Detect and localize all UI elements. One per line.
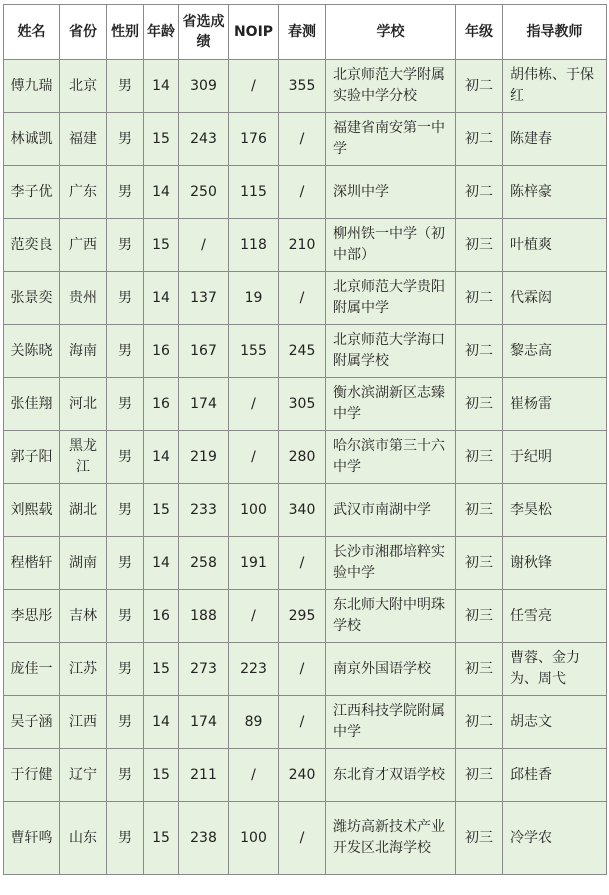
teacher-cell: 李昊松 bbox=[503, 484, 607, 537]
provincial-score-cell: / bbox=[179, 219, 229, 272]
grade-cell: 初二 bbox=[456, 166, 503, 219]
table-row bbox=[4, 484, 607, 537]
noip-cell: 89 bbox=[229, 696, 279, 749]
gender-cell: 男 bbox=[107, 484, 144, 537]
header-age: 年龄 bbox=[144, 5, 179, 60]
teacher-cell: 曹蓉、金力为、周弋 bbox=[503, 643, 607, 696]
age-cell: 14 bbox=[144, 537, 179, 590]
spring-test-cell: 210 bbox=[279, 219, 326, 272]
spring-test-cell: 295 bbox=[279, 590, 326, 643]
contestant-table bbox=[3, 4, 607, 875]
gender-cell: 男 bbox=[107, 113, 144, 166]
age-cell: 15 bbox=[144, 643, 179, 696]
table-row bbox=[4, 802, 607, 875]
table-row bbox=[4, 166, 607, 219]
spring-test-cell: / bbox=[279, 643, 326, 696]
province-cell: 贵州 bbox=[60, 272, 107, 325]
age-cell: 14 bbox=[144, 60, 179, 113]
province-cell: 广西 bbox=[60, 219, 107, 272]
noip-cell: 100 bbox=[229, 484, 279, 537]
age-cell: 16 bbox=[144, 590, 179, 643]
noip-cell: / bbox=[229, 749, 279, 802]
teacher-cell: 于纪明 bbox=[503, 431, 607, 484]
header-noip: NOIP bbox=[229, 5, 279, 60]
name-cell: 李思彤 bbox=[4, 590, 60, 643]
table-row bbox=[4, 113, 607, 166]
province-cell: 山东 bbox=[60, 802, 107, 875]
header-spring-test: 春测 bbox=[279, 5, 326, 60]
header-provincial-score: 省选成绩 bbox=[179, 5, 229, 60]
school-cell: 柳州铁一中学（初中部） bbox=[326, 219, 456, 272]
school-cell: 南京外国语学校 bbox=[326, 643, 456, 696]
age-cell: 15 bbox=[144, 113, 179, 166]
spring-test-cell: 340 bbox=[279, 484, 326, 537]
school-cell: 北京师范大学贵阳附属中学 bbox=[326, 272, 456, 325]
table-header bbox=[4, 5, 607, 60]
spring-test-cell: / bbox=[279, 802, 326, 875]
spring-test-cell: 245 bbox=[279, 325, 326, 378]
gender-cell: 男 bbox=[107, 219, 144, 272]
spring-test-cell: 355 bbox=[279, 60, 326, 113]
grade-cell: 初二 bbox=[456, 113, 503, 166]
province-cell: 北京 bbox=[60, 60, 107, 113]
teacher-cell: 胡伟栋、于保红 bbox=[503, 60, 607, 113]
provincial-score-cell: 243 bbox=[179, 113, 229, 166]
school-cell: 东北师大附中明珠学校 bbox=[326, 590, 456, 643]
province-cell: 河北 bbox=[60, 378, 107, 431]
gender-cell: 男 bbox=[107, 378, 144, 431]
school-cell: 衡水滨湖新区志臻中学 bbox=[326, 378, 456, 431]
spring-test-cell: / bbox=[279, 537, 326, 590]
province-cell: 吉林 bbox=[60, 590, 107, 643]
grade-cell: 初三 bbox=[456, 537, 503, 590]
teacher-cell: 胡志文 bbox=[503, 696, 607, 749]
provincial-score-cell: 219 bbox=[179, 431, 229, 484]
province-cell: 海南 bbox=[60, 325, 107, 378]
spring-test-cell: 305 bbox=[279, 378, 326, 431]
provincial-score-cell: 273 bbox=[179, 643, 229, 696]
noip-cell: 100 bbox=[229, 802, 279, 875]
name-cell: 吴子涵 bbox=[4, 696, 60, 749]
school-cell: 福建省南安第一中学 bbox=[326, 113, 456, 166]
header-province: 省份 bbox=[60, 5, 107, 60]
table-row bbox=[4, 749, 607, 802]
provincial-score-cell: 309 bbox=[179, 60, 229, 113]
provincial-score-cell: 167 bbox=[179, 325, 229, 378]
teacher-cell: 叶植爽 bbox=[503, 219, 607, 272]
name-cell: 傅九瑞 bbox=[4, 60, 60, 113]
gender-cell: 男 bbox=[107, 272, 144, 325]
grade-cell: 初三 bbox=[456, 219, 503, 272]
school-cell: 江西科技学院附属中学 bbox=[326, 696, 456, 749]
name-cell: 林诚凯 bbox=[4, 113, 60, 166]
grade-cell: 初二 bbox=[456, 272, 503, 325]
school-cell: 潍坊高新技术产业开发区北海学校 bbox=[326, 802, 456, 875]
spring-test-cell: 280 bbox=[279, 431, 326, 484]
grade-cell: 初三 bbox=[456, 484, 503, 537]
gender-cell: 男 bbox=[107, 60, 144, 113]
name-cell: 曹轩鸣 bbox=[4, 802, 60, 875]
name-cell: 关陈晓 bbox=[4, 325, 60, 378]
table-row bbox=[4, 590, 607, 643]
provincial-score-cell: 238 bbox=[179, 802, 229, 875]
province-cell: 广东 bbox=[60, 166, 107, 219]
name-cell: 张佳翔 bbox=[4, 378, 60, 431]
noip-cell: 118 bbox=[229, 219, 279, 272]
province-cell: 辽宁 bbox=[60, 749, 107, 802]
name-cell: 于行健 bbox=[4, 749, 60, 802]
age-cell: 16 bbox=[144, 378, 179, 431]
age-cell: 15 bbox=[144, 802, 179, 875]
teacher-cell: 黎志高 bbox=[503, 325, 607, 378]
table-row bbox=[4, 537, 607, 590]
province-cell: 福建 bbox=[60, 113, 107, 166]
provincial-score-cell: 188 bbox=[179, 590, 229, 643]
province-cell: 湖南 bbox=[60, 537, 107, 590]
teacher-cell: 陈梓豪 bbox=[503, 166, 607, 219]
gender-cell: 男 bbox=[107, 166, 144, 219]
name-cell: 郭子阳 bbox=[4, 431, 60, 484]
provincial-score-cell: 174 bbox=[179, 378, 229, 431]
gender-cell: 男 bbox=[107, 431, 144, 484]
age-cell: 14 bbox=[144, 696, 179, 749]
gender-cell: 男 bbox=[107, 643, 144, 696]
age-cell: 14 bbox=[144, 272, 179, 325]
school-cell: 长沙市湘郡培粹实验中学 bbox=[326, 537, 456, 590]
teacher-cell: 邱桂香 bbox=[503, 749, 607, 802]
gender-cell: 男 bbox=[107, 325, 144, 378]
noip-cell: 19 bbox=[229, 272, 279, 325]
province-cell: 江西 bbox=[60, 696, 107, 749]
teacher-cell: 陈建春 bbox=[503, 113, 607, 166]
age-cell: 14 bbox=[144, 166, 179, 219]
table-row bbox=[4, 325, 607, 378]
province-cell: 黑龙江 bbox=[60, 431, 107, 484]
gender-cell: 男 bbox=[107, 537, 144, 590]
school-cell: 武汉市南湖中学 bbox=[326, 484, 456, 537]
header-row bbox=[4, 5, 607, 60]
teacher-cell: 任雪亮 bbox=[503, 590, 607, 643]
noip-cell: 155 bbox=[229, 325, 279, 378]
provincial-score-cell: 137 bbox=[179, 272, 229, 325]
noip-cell: / bbox=[229, 590, 279, 643]
grade-cell: 初三 bbox=[456, 749, 503, 802]
spring-test-cell: / bbox=[279, 696, 326, 749]
gender-cell: 男 bbox=[107, 590, 144, 643]
name-cell: 刘熙载 bbox=[4, 484, 60, 537]
grade-cell: 初三 bbox=[456, 378, 503, 431]
grade-cell: 初三 bbox=[456, 802, 503, 875]
name-cell: 范奕良 bbox=[4, 219, 60, 272]
noip-cell: / bbox=[229, 431, 279, 484]
provincial-score-cell: 258 bbox=[179, 537, 229, 590]
name-cell: 李子优 bbox=[4, 166, 60, 219]
teacher-cell: 代霖闳 bbox=[503, 272, 607, 325]
school-cell: 深圳中学 bbox=[326, 166, 456, 219]
teacher-cell: 崔杨雷 bbox=[503, 378, 607, 431]
grade-cell: 初二 bbox=[456, 60, 503, 113]
table-row bbox=[4, 60, 607, 113]
school-cell: 北京师范大学附属实验中学分校 bbox=[326, 60, 456, 113]
noip-cell: / bbox=[229, 60, 279, 113]
table-row bbox=[4, 378, 607, 431]
spring-test-cell: 240 bbox=[279, 749, 326, 802]
table-row bbox=[4, 431, 607, 484]
teacher-cell: 冷学农 bbox=[503, 802, 607, 875]
school-cell: 北京师范大学海口附属学校 bbox=[326, 325, 456, 378]
gender-cell: 男 bbox=[107, 696, 144, 749]
noip-cell: 223 bbox=[229, 643, 279, 696]
province-cell: 江苏 bbox=[60, 643, 107, 696]
name-cell: 程楷轩 bbox=[4, 537, 60, 590]
grade-cell: 初三 bbox=[456, 643, 503, 696]
provincial-score-cell: 174 bbox=[179, 696, 229, 749]
table-row bbox=[4, 643, 607, 696]
name-cell: 庞佳一 bbox=[4, 643, 60, 696]
header-school: 学校 bbox=[326, 5, 456, 60]
school-cell: 东北育才双语学校 bbox=[326, 749, 456, 802]
spring-test-cell: / bbox=[279, 272, 326, 325]
noip-cell: 176 bbox=[229, 113, 279, 166]
teacher-cell: 谢秋锋 bbox=[503, 537, 607, 590]
noip-cell: 115 bbox=[229, 166, 279, 219]
age-cell: 16 bbox=[144, 325, 179, 378]
table-row bbox=[4, 272, 607, 325]
table-row bbox=[4, 696, 607, 749]
header-name: 姓名 bbox=[4, 5, 60, 60]
spring-test-cell: / bbox=[279, 113, 326, 166]
noip-cell: 191 bbox=[229, 537, 279, 590]
name-cell: 张景奕 bbox=[4, 272, 60, 325]
grade-cell: 初二 bbox=[456, 696, 503, 749]
grade-cell: 初三 bbox=[456, 590, 503, 643]
table-row bbox=[4, 219, 607, 272]
age-cell: 15 bbox=[144, 219, 179, 272]
noip-cell: / bbox=[229, 378, 279, 431]
province-cell: 湖北 bbox=[60, 484, 107, 537]
provincial-score-cell: 233 bbox=[179, 484, 229, 537]
header-teacher: 指导教师 bbox=[503, 5, 607, 60]
header-grade: 年级 bbox=[456, 5, 503, 60]
grade-cell: 初三 bbox=[456, 431, 503, 484]
table-body bbox=[4, 60, 607, 875]
spring-test-cell: / bbox=[279, 166, 326, 219]
provincial-score-cell: 211 bbox=[179, 749, 229, 802]
provincial-score-cell: 250 bbox=[179, 166, 229, 219]
header-gender: 性别 bbox=[107, 5, 144, 60]
school-cell: 哈尔滨市第三十六中学 bbox=[326, 431, 456, 484]
gender-cell: 男 bbox=[107, 802, 144, 875]
age-cell: 15 bbox=[144, 749, 179, 802]
grade-cell: 初二 bbox=[456, 325, 503, 378]
gender-cell: 男 bbox=[107, 749, 144, 802]
age-cell: 14 bbox=[144, 431, 179, 484]
age-cell: 15 bbox=[144, 484, 179, 537]
